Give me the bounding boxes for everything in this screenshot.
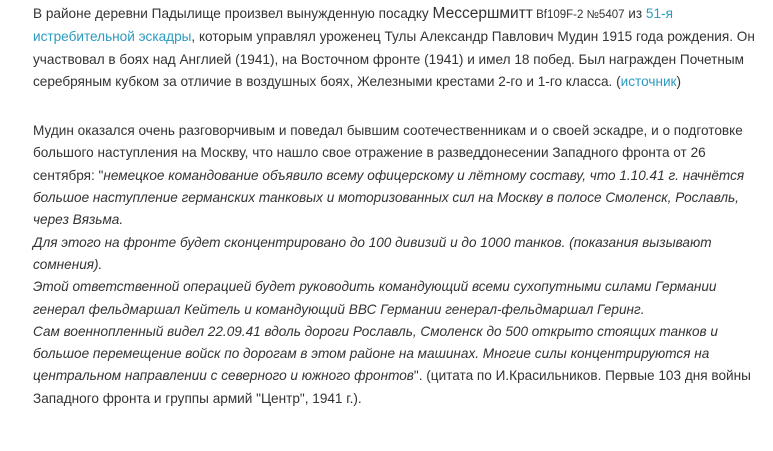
- aircraft-model-name: Мессершмитт: [432, 5, 533, 22]
- text-run: Мудин оказался очень разговорчивым и поведал бывшим соотечественникам и о своей эскадре, и о подготовке большого наступления на Москву, что нашло свое отражение в разведдонесении Западного фронта от 26 сентября: ": [33, 123, 743, 183]
- report-quote-4: Сам военнопленный видел 22.09.41 вдоль дороги Рославль, Смоленск до 500 открыто стоящих танков и большое перемещение войск по дорогам в этом районе на машинах. Многие силы концентрируются на центральном направлении с северного и южного фронтов: [33, 323, 718, 384]
- report-quote-1: немецкое командование объявило всему офицерскому и лётному составу, что 1.10.41 г. начнётся большое наступление германских танковых и моторизованных сил на Москву в полосе Смоленск, Рославль, через Вязьма.: [33, 167, 745, 228]
- report-quote-3: Этой ответственной операцией будет руководить командующий всеми сухопутными силами Германии генерал фельдмаршал Кейтель и командующий ВВС Германии генерал-фельдмаршал Геринг.: [33, 279, 717, 317]
- paragraph-spacer: [33, 93, 757, 120]
- squadron-link[interactable]: 51-я истребительной эскадры: [33, 6, 673, 45]
- aircraft-model-code: Bf109F-2 №5407: [532, 9, 625, 21]
- text-run: ): [676, 73, 682, 89]
- citation-text: ". (цитата по И.Красильников. Первые 103 дня войны Западного фронта и группы армий "Центр", 1941 г.).: [33, 368, 751, 406]
- article-body: [33, 3, 757, 410]
- text-run: В районе деревни Падылище произвел вынужденную посадку: [33, 6, 433, 21]
- paragraph-forced-landing: [33, 3, 757, 93]
- paragraph-intelligence-report: [33, 120, 757, 410]
- text-run: из: [624, 6, 646, 21]
- report-quote-2: Для этого на фронте будет сконцентрировано до 100 дивизий и до 1000 танков. (показания вызывают сомнения).: [33, 234, 712, 272]
- source-link[interactable]: источник: [620, 73, 677, 89]
- text-run: , которым управлял уроженец Тулы Александр Павлович Мудин 1915 года рождения. Он участвовал в боях над Англией (1941), на Восточном фронте (1941) и имел 18 побед. Был награжден Почетным серебряным кубком за отличие в воздушных боях, Железными крестами 2-го и 1-го класса. (: [33, 29, 755, 89]
